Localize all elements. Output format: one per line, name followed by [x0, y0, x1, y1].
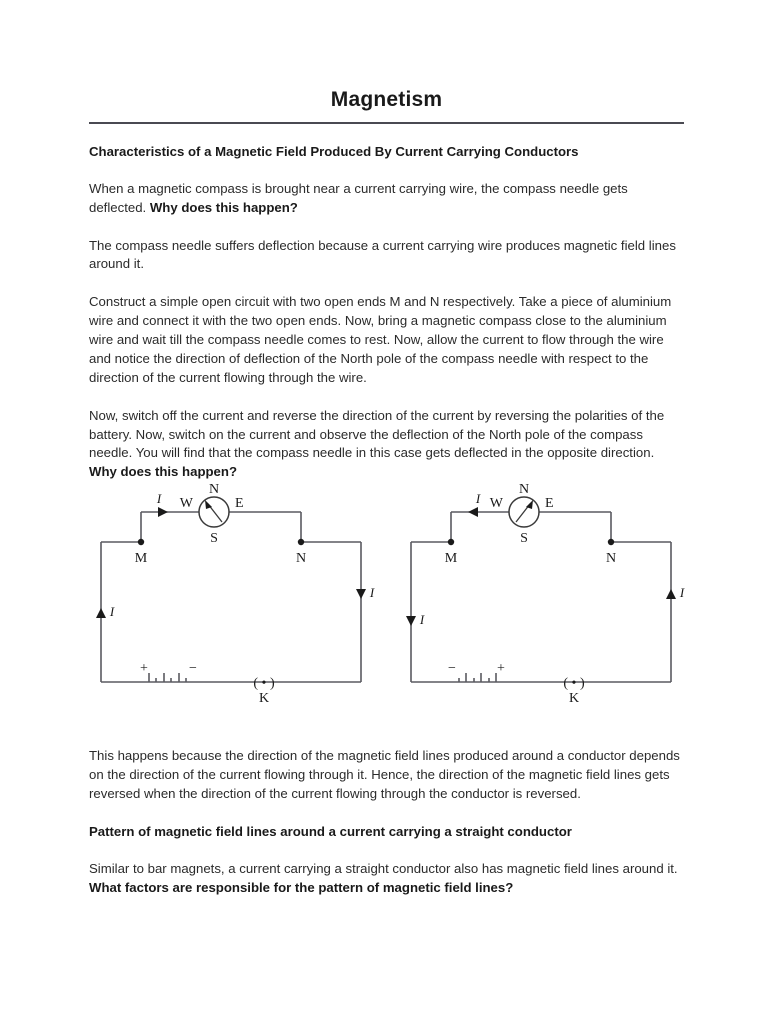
compass-label-east: E	[235, 496, 244, 512]
circuit-right	[406, 482, 685, 706]
circuit-diagram-figure	[86, 482, 686, 728]
key-symbol: ( • )	[563, 676, 585, 692]
circuit-left	[96, 482, 375, 706]
label-current-right: I	[369, 585, 375, 601]
node-dot-n	[298, 539, 304, 545]
page-title: Magnetism	[330, 88, 443, 111]
compass-right	[490, 482, 554, 546]
key-symbol: ( • )	[253, 676, 275, 692]
label-current-right: I	[679, 585, 685, 601]
compass-left	[180, 482, 244, 546]
section-heading-characteristics: Characteristics of a Magnetic Field Produced By Current Carrying Conductors	[89, 144, 579, 159]
battery-terminal-positive: +	[497, 661, 505, 677]
paragraph-explanation: This happens because the direction of the magnetic field lines produced around a conductor depends on the direction of the current flowing through it. Hence, the direction of the magnetic field lines gets reversed when the direction of the current flowing through the conductor is reversed.	[89, 748, 680, 801]
arrow-current-top	[158, 507, 168, 517]
paragraph-construct-circuit: Construct a simple open circuit with two open ends M and N respectively. Take a piece of aluminium wire and connect it with the two open ends. Now, bring a magnetic compass close to the aluminium wire and wait till the compass needle comes to rest. Now, allow the current to flow through the wire and notice the direction of deflection of the North pole of the compass needle with respect to the direction of the current flowing through the wire.	[89, 294, 672, 385]
arrow-current-left	[406, 616, 416, 626]
label-current-top: I	[475, 491, 481, 507]
battery-right	[448, 661, 505, 682]
node-dot-m	[138, 539, 144, 545]
section-heading-pattern: Pattern of magnetic field lines around a current carrying a straight conductor	[89, 823, 572, 839]
compass-label-north: N	[518, 482, 530, 498]
document-content	[89, 88, 684, 897]
arrow-current-right	[666, 589, 676, 599]
key-label: K	[568, 691, 580, 707]
paragraph-4-question: Why does this happen?	[89, 464, 237, 480]
compass-label-north: N	[208, 482, 220, 498]
label-current-left: I	[419, 612, 425, 628]
paragraph-field-lines: The compass needle suffers deflection because a current carrying wire produces magnetic field lines around it.	[89, 237, 676, 272]
label-current-top: I	[156, 491, 162, 507]
battery-terminal-negative: −	[448, 661, 456, 677]
node-dot-m	[448, 539, 454, 545]
label-node-n: N	[295, 551, 307, 567]
paragraph-4-text: Now, switch off the current and reverse the direction of the current by reversing the polarities of the battery. Now, switch on the current and observe the deflection of the North pole of the compass needle. You will find that the compass needle in this case gets deflected in the opposite direction.	[89, 407, 665, 461]
compass-label-east: E	[545, 496, 554, 512]
title-divider	[89, 122, 684, 124]
arrow-current-left	[96, 608, 106, 618]
paragraph-1-text: When a magnetic compass is brought near a current carrying wire, the compass needle gets deflected.	[89, 180, 628, 215]
paragraph-reverse-current	[89, 407, 684, 483]
arrow-current-right	[356, 589, 366, 599]
label-node-m: M	[134, 551, 148, 567]
compass-label-west: W	[489, 496, 503, 512]
battery-terminal-positive: +	[140, 661, 148, 677]
arrow-current-top	[468, 507, 478, 517]
paragraph-6-question: What factors are responsible for the pattern of magnetic field lines?	[89, 879, 514, 895]
label-current-left: I	[109, 604, 115, 620]
key-left	[253, 676, 275, 706]
compass-label-south: S	[520, 531, 528, 547]
battery-terminal-negative: −	[189, 661, 197, 677]
paragraph-6-text: Similar to bar magnets, a current carrying a straight conductor also has magnetic field lines around it.	[89, 860, 678, 876]
paragraph-bar-magnets	[89, 860, 684, 898]
key-label: K	[258, 691, 270, 707]
paragraph-1-question: Why does this happen?	[149, 199, 298, 215]
battery-left	[140, 661, 197, 682]
compass-label-west: W	[179, 496, 193, 512]
node-dot-n	[608, 539, 614, 545]
label-node-n: N	[605, 551, 617, 567]
key-right	[563, 676, 585, 706]
compass-label-south: S	[210, 531, 218, 547]
label-node-m: M	[444, 551, 458, 567]
paragraph-compass-deflection	[89, 180, 684, 218]
